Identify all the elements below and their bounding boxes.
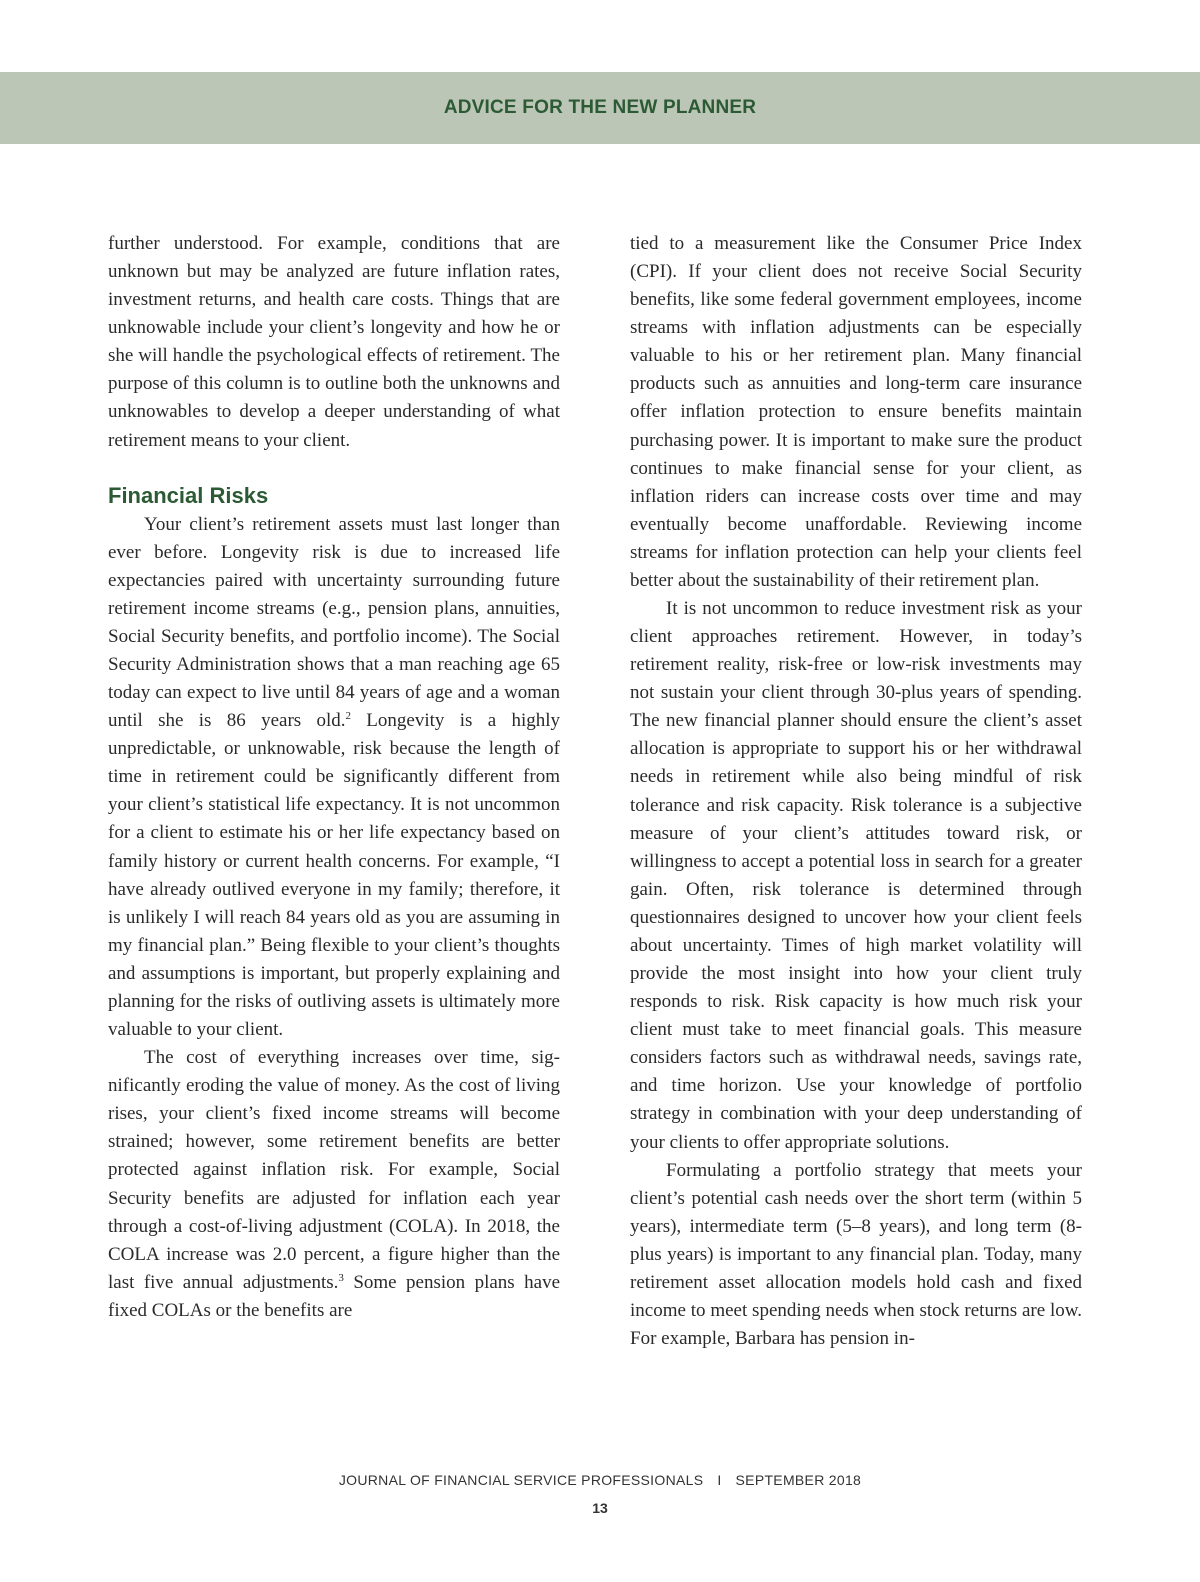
paragraph-text: The cost of everything increases over time, significantly eroding the value of money. As the cost of living rises, your client’s fixed income streams will become strained; however, some retirement benefits are better protected against inflation risk. For example, Social Security benefits are adjusted for inflation each year through a cost-of-living adjustment (COLA). In 2018, the COLA increase was 2.0 percent, a figure higher than the last five annual adjustments. — [108, 1047, 560, 1293]
paragraph-text: Longevity is a highly unpredictable, or unknowable, risk because the length of time in retirement could be significantly different from your client’s statistical life expectancy. It is not uncommon for a client to estimate his or her life expectancy based on family history or current health concerns. For example, “I have already outlived everyone in my family; therefore, it is unlikely I will reach 84 years old as you are assuming in my financial plan.” Being flexible to your client’s thoughts and assumptions is important, but properly explaining and planning for the risks of outliving assets is ultimately more valuable to your client. — [108, 710, 560, 1041]
footnote-ref: 2 — [345, 710, 351, 723]
header-band — [0, 72, 1200, 144]
journal-name: JOURNAL OF FINANCIAL SERVICE PROFESSIONALS — [338, 1472, 704, 1488]
paragraph: Formulating a portfolio strategy that meets your client’s potential cash needs over the short term (within 5 years), intermediate term (5–8 years), and long term (8-plus years) is important to any financial plan. Today, many retirement asset allocation models hold cash and fixed income to meet spending needs when stock returns are low. For example, Barbara has pension in- — [630, 1159, 1082, 1350]
section-heading: Financial Risks — [108, 482, 269, 508]
footnote-ref: 3 — [338, 1271, 344, 1284]
issue-date: SEPTEMBER 2018 — [735, 1472, 862, 1488]
paragraph: tied to a measurement like the Consumer Price Index (CPI). If your client does not receive Social Security benefits, like some federal government employees, income streams with inflation adjustments can be especially valuable to his or her retirement plan. Many financial products such as annuities and long-term care insurance offer inflation protection to ensure benefits maintain purchasing power. It is important to make sure the product continues to make financial sense for your client, as inflation riders can increase costs over time and may eventually become unaffordable. Reviewing income streams for inflation protection can help your clients feel better about the sustainability of their retirement plan. — [630, 233, 1082, 591]
paragraph-text: Some pension plans have fixed COLAs or the benefits are — [108, 1271, 561, 1321]
paragraph: further understood. For example, conditions that are unknown but may be analyzed are future inflation rates, investment returns, and health care costs. Things that are unknowable include your client’s longevity and how he or she will handle the psychological effects of retirement. The purpose of this column is to outline both the unknowns and unknowables to develop a deeper understanding of what retirement means to your client. — [108, 233, 560, 451]
paragraph — [108, 1044, 560, 1325]
page-number: 13 — [592, 1500, 608, 1516]
right-column — [630, 230, 1082, 1353]
left-column — [108, 230, 560, 1325]
paragraph — [108, 511, 560, 1044]
footer-separator: I — [717, 1472, 722, 1488]
paragraph: It is not uncommon to reduce investment risk as your client approaches retirement. However, in today’s retirement reality, risk-free or low-risk investments may not sustain your client through 30-plus years of spending. The new financial planner should ensure the client’s asset allocation is appropriate to support his or her withdrawal needs in retirement while also being mindful of risk tolerance and risk capacity. Risk tolerance is a subjective measure of your client’s attitudes toward risk, or willingness to accept a potential loss in search for a greater gain. Often, risk tolerance is determined through questionnaires designed to uncover how your client feels about uncertainty. Times of high market volatility will provide the most insight into how your client truly responds to risk. Risk capacity is how much risk your client must take to meet financial goals. This measure considers factors such as withdrawal needs, savings rate, and time horizon. Use your knowledge of portfolio strategy in combination with your deep understanding of your clients to offer appropriate solutions. — [630, 598, 1082, 1153]
section-title: ADVICE FOR THE NEW PLANNER — [443, 97, 757, 118]
paragraph-text: Your client’s retirement assets must last longer than ever before. Longevity risk is due to increased life expectancies paired with uncertainty surrounding future retirement income streams (e.g., pension plans, annuities, Social Security benefits, and portfolio income). The Social Security Administration shows that a man reaching age 65 today can expect to live until 84 years of age and a woman until she is 86 years old. — [108, 513, 560, 732]
footer — [0, 1472, 1200, 1488]
